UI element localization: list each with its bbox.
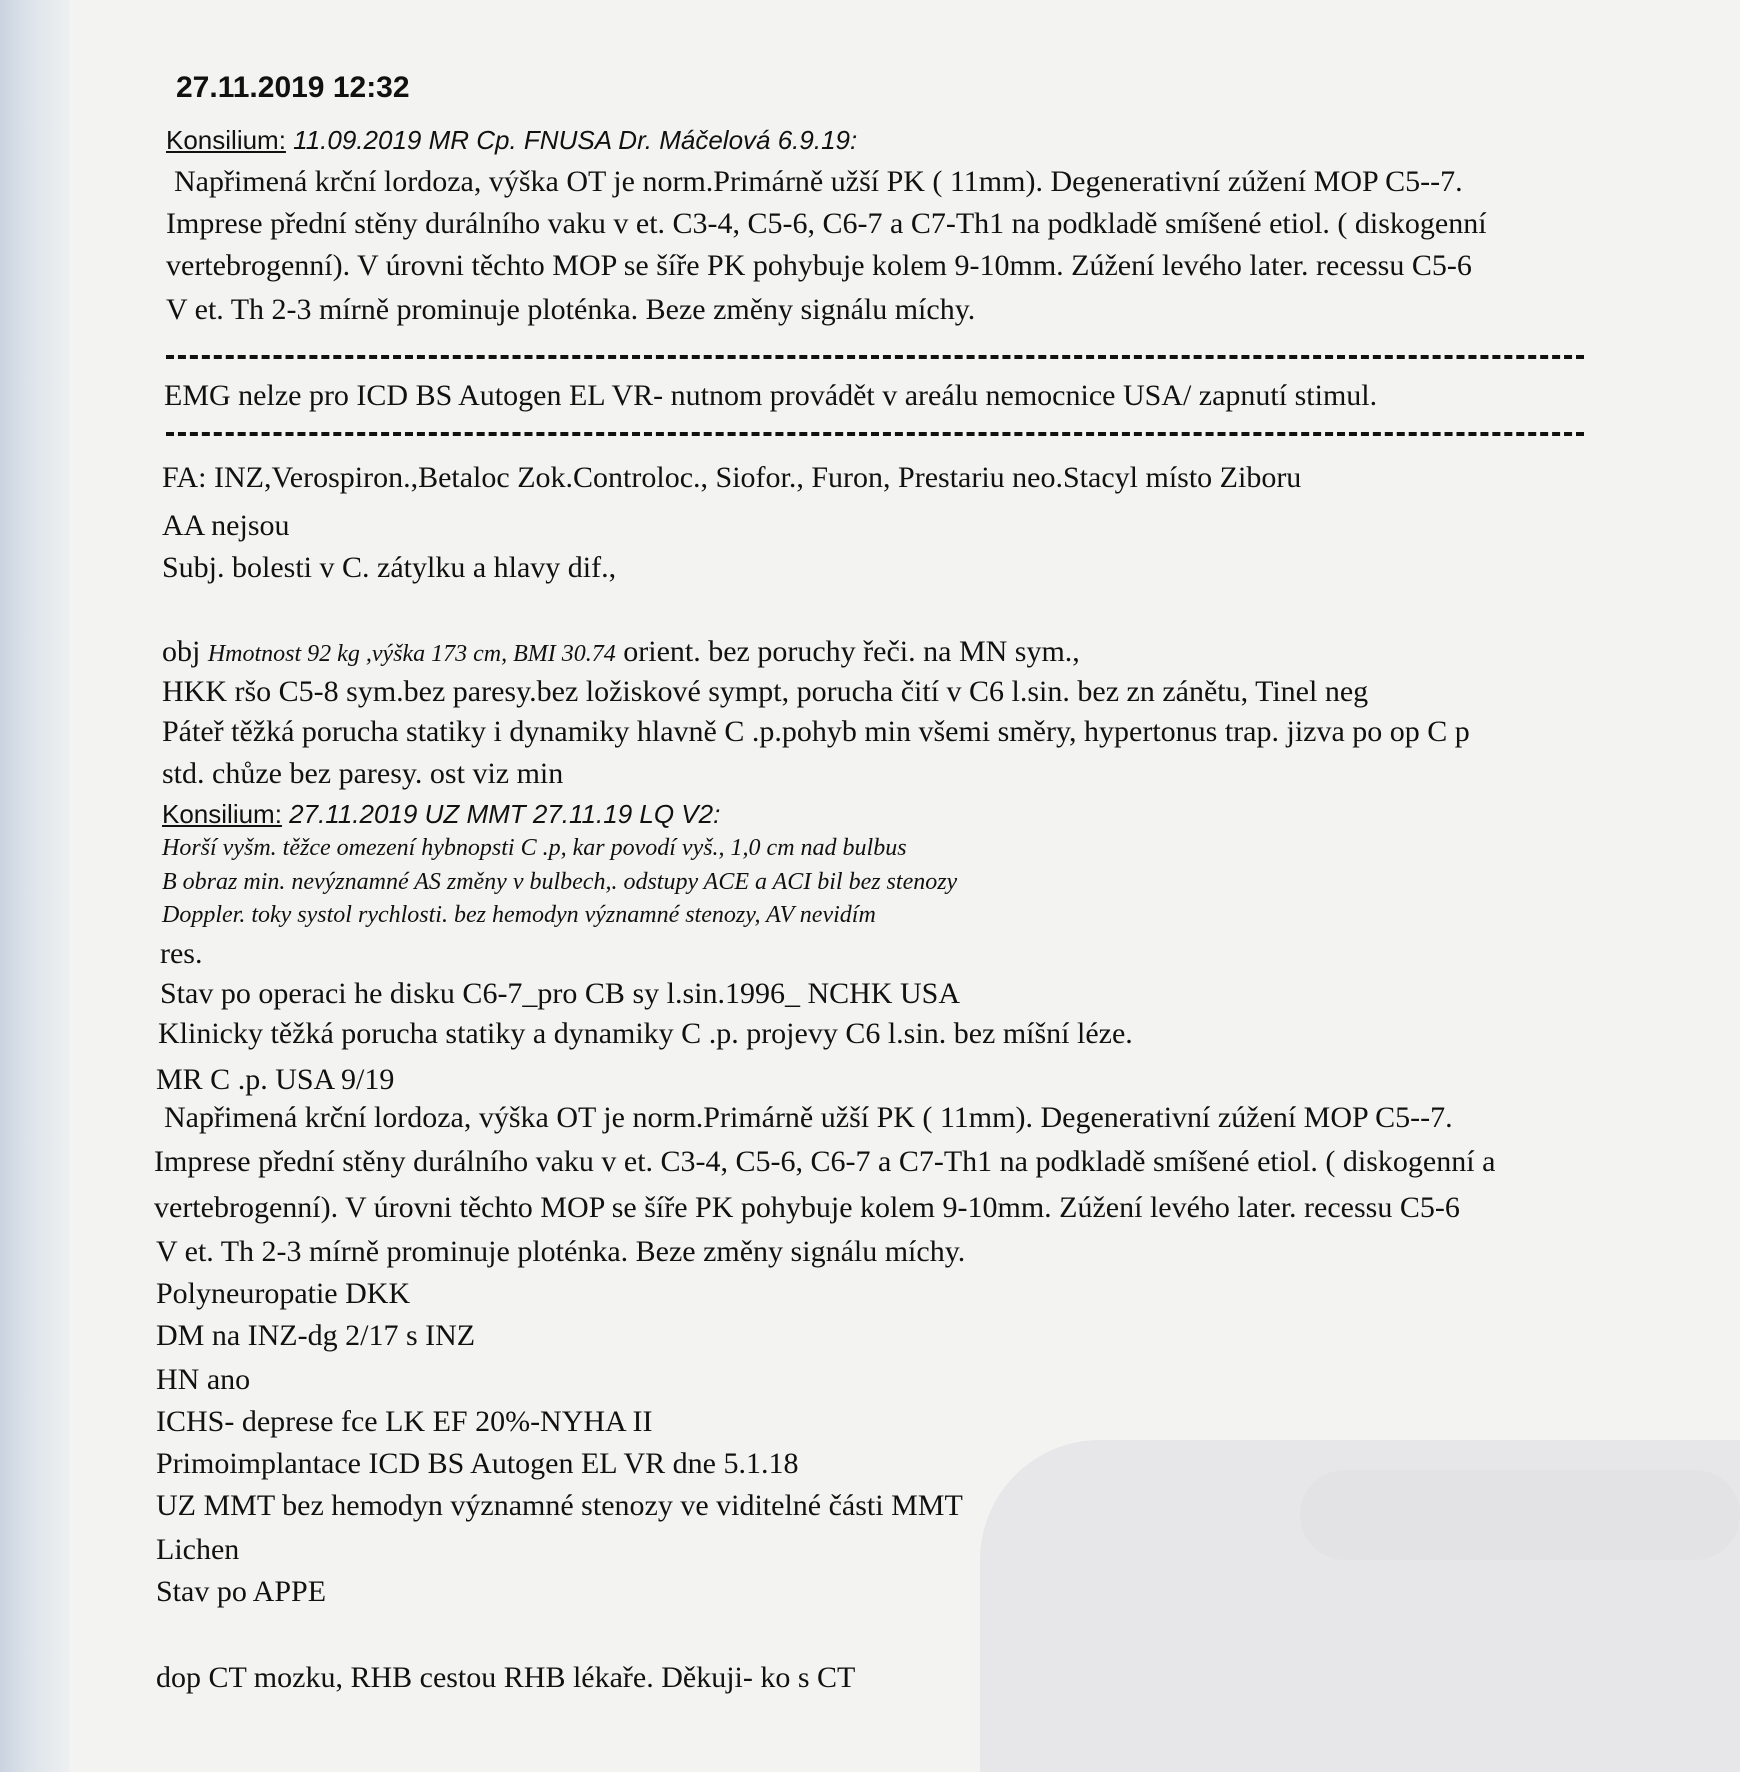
konsilium-1-line: Imprese přední stěny durálního vaku v et. C3-4, C5-6, C6-7 a C7-Th1 na podkladě smíšené etiol. ( diskogenní bbox=[166, 207, 1487, 240]
objective-line: std. chůze bez paresy. ost viz min bbox=[162, 757, 564, 790]
results-line: UZ MMT bez hemodyn významné stenozy ve viditelné části MMT bbox=[156, 1489, 963, 1522]
konsilium-1-heading bbox=[166, 122, 857, 158]
konsilium-1-line: V et. Th 2-3 mírně prominuje ploténka. Beze změny signálu míchy. bbox=[166, 293, 976, 326]
results-line: Stav po APPE bbox=[156, 1575, 327, 1608]
konsilium-label: Konsilium: bbox=[162, 799, 282, 829]
results-line: Napřimená krční lordoza, výška OT je norm.Primárně užší PK ( 11mm). Degenerativní zúžení MOP C5--7. bbox=[164, 1101, 1453, 1134]
results-line: vertebrogenní). V úrovni těchto MOP se šíře PK pohybuje kolem 9-10mm. Zúžení levého later. recessu C5-6 bbox=[154, 1191, 1460, 1224]
konsilium-label: Konsilium: bbox=[166, 125, 286, 155]
results-line: MR C .p. USA 9/19 bbox=[156, 1063, 395, 1096]
results-line: V et. Th 2-3 mírně prominuje ploténka. Beze změny signálu míchy. bbox=[156, 1235, 966, 1268]
vitals: Hmotnost 92 kg ,výška 173 cm, BMI 30.74 bbox=[207, 641, 616, 667]
konsilium-details: 27.11.2019 UZ MMT 27.11.19 LQ V2: bbox=[281, 799, 721, 829]
objective-line bbox=[162, 634, 1080, 672]
allergy-line: AA nejsou bbox=[162, 509, 290, 542]
medication-line: FA: INZ,Verospiron.,Betaloc Zok.Controloc., Siofor., Furon, Prestariu neo.Stacyl místo Ziboru bbox=[162, 461, 1302, 494]
scan-edge-shadow bbox=[0, 0, 70, 1772]
results-line: res. bbox=[160, 937, 203, 970]
results-line: HN ano bbox=[156, 1363, 251, 1396]
results-line: DM na INZ-dg 2/17 s INZ bbox=[156, 1319, 476, 1352]
dashed-separator bbox=[166, 432, 1584, 436]
konsilium-1-line: Napřimená krční lordoza, výška OT je norm.Primárně užší PK ( 11mm). Degenerativní zúžení MOP C5--7. bbox=[174, 165, 1463, 198]
objective-line: Páteř těžká porucha statiky i dynamiky hlavně C .p.pohyb min všemi směry, hypertonus trap. jizva po op C p bbox=[162, 715, 1470, 748]
results-line: ICHS- deprese fce LK EF 20%-NYHA II bbox=[156, 1405, 653, 1438]
results-line: Lichen bbox=[156, 1533, 240, 1566]
results-line: Imprese přední stěny durálního vaku v et. C3-4, C5-6, C6-7 a C7-Th1 na podkladě smíšené etiol. ( diskogenní a bbox=[154, 1145, 1496, 1178]
ultrasound-line: Horší vyšm. těžce omezení hybnopsti C .p, kar povodí vyš., 1,0 cm nad bulbus bbox=[162, 835, 907, 861]
ultrasound-line: B obraz min. nevýznamné AS změny v bulbech,. odstupy ACE a ACI bil bez stenozy bbox=[162, 869, 958, 895]
objective-line: HKK ršo C5-8 sym.bez paresy.bez ložiskové sympt, porucha čití v C6 l.sin. bez zn zánětu, Tinel neg bbox=[162, 675, 1369, 708]
ultrasound-line: Doppler. toky systol rychlosti. bez hemodyn významné stenozy, AV nevidím bbox=[162, 902, 876, 928]
objective-findings: orient. bez poruchy řeči. na MN sym., bbox=[615, 635, 1080, 668]
document-datetime: 27.11.2019 12:32 bbox=[176, 71, 410, 104]
results-line: Stav po operaci he disku C6-7_pro CB sy l.sin.1996_ NCHK USA bbox=[160, 977, 960, 1010]
redacted-area-top bbox=[1300, 1470, 1740, 1560]
konsilium-2-heading bbox=[162, 796, 720, 832]
konsilium-1-line: vertebrogenní). V úrovni těchto MOP se šíře PK pohybuje kolem 9-10mm. Zúžení levého later. recessu C5-6 bbox=[166, 249, 1472, 282]
results-line: Polyneuropatie DKK bbox=[156, 1277, 411, 1310]
dashed-separator bbox=[166, 355, 1584, 359]
recommendation-line: dop CT mozku, RHB cestou RHB lékaře. Děkuji- ko s CT bbox=[156, 1661, 856, 1694]
subjective-line: Subj. bolesti v C. zátylku a hlavy dif., bbox=[162, 551, 617, 584]
results-line: Klinicky těžká porucha statiky a dynamiky C .p. projevy C6 l.sin. bez míšní léze. bbox=[158, 1017, 1133, 1050]
objective-prefix: obj bbox=[162, 635, 208, 668]
results-line: Primoimplantace ICD BS Autogen EL VR dne 5.1.18 bbox=[156, 1447, 799, 1480]
konsilium-details: 11.09.2019 MR Cp. FNUSA Dr. Máčelová 6.9.19: bbox=[285, 125, 858, 155]
emg-note: EMG nelze pro ICD BS Autogen EL VR- nutnom provádět v areálu nemocnice USA/ zapnutí stimul. bbox=[164, 379, 1378, 412]
